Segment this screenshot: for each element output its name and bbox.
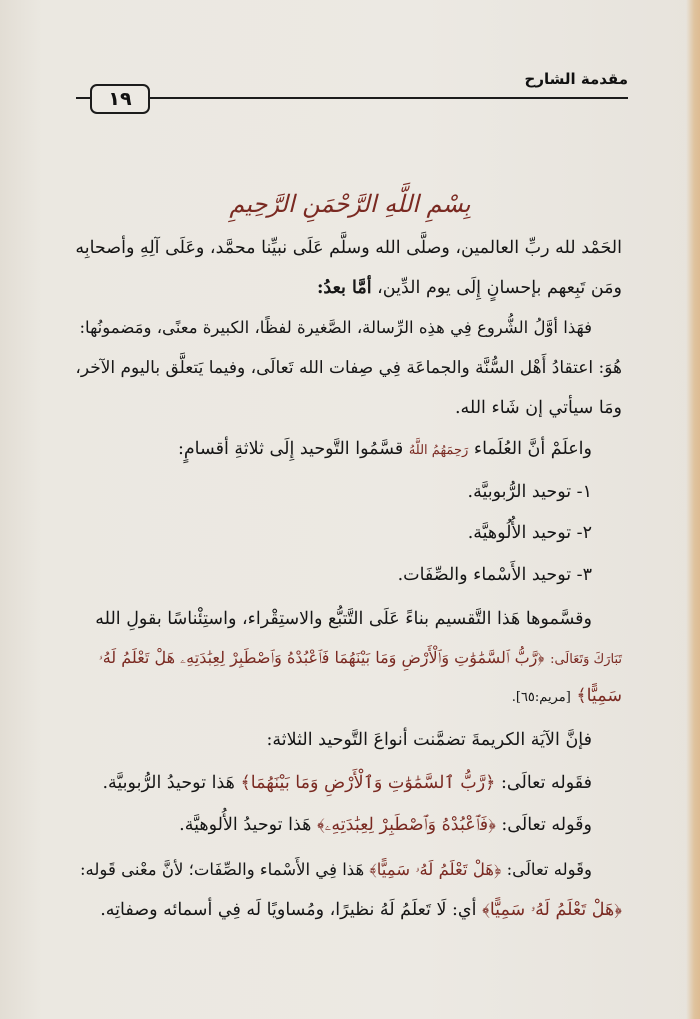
honorific: رَحِمَهُمُ اللَّهُ: [408, 443, 469, 458]
paragraph-line-5: [455, 396, 622, 420]
list-item-2: [468, 521, 592, 545]
quran-verse: ﴿رَّبُّ ٱلسَّمَٰوَٰتِ وَٱلْأَرْضِ وَمَا بَيْنَهُمَا﴾: [240, 773, 496, 793]
page-number-box: [90, 84, 150, 114]
paragraph-line-16: [80, 858, 592, 882]
page-number: ١٩: [108, 88, 132, 110]
paragraph-line-11: [99, 646, 622, 672]
paragraph-line-14: [102, 771, 592, 795]
list-item-1: [468, 480, 593, 504]
text-segment: ومَن تَبِعهم بإحسانٍ إِلَى يوم الدِّين،: [377, 278, 622, 298]
text-segment: أي: لَا تَعلَمُ لَهُ نظيرًا، ومُساويًا لَه فِي أسمائه وصفاتِه.: [100, 900, 477, 920]
list-item-text: ١- توحيد الرُّبوبيَّة.: [467, 482, 592, 502]
quran-verse: ﴿هَلْ تَعْلَمُ لَهُۥ سَمِيًّا﴾: [482, 900, 622, 920]
text-segment: فإنَّ الآيَة الكريمةَ تضمَّنت أنواعَ التَّوحيد الثلاثة:: [266, 730, 592, 750]
text-segment: قسَّمُوا التَّوحيد إِلَى ثلاثةِ أقسامٍ:: [177, 439, 404, 459]
quran-verse: سَمِيًّا﴾: [576, 686, 622, 706]
paragraph-line-4: [75, 356, 622, 380]
honorific: تَبَارَكَ وَتَعَالَى:: [550, 652, 622, 667]
text-segment: وقَوله تعالَى:: [506, 860, 592, 879]
text-segment: ومَا سيأتي إن شَاء الله.: [454, 398, 622, 418]
text-segment: هَذا توحيدُ الأُلوهيَّة.: [179, 815, 312, 835]
paragraph-line-6: [178, 437, 592, 463]
list-item-text: ٢- توحيد الأُلُوهيَّة.: [467, 523, 592, 543]
page-edge: [686, 0, 700, 1019]
text-segment: وقسَّموها هَذا التَّقسيم بناءً عَلَى التَّتبُّع والاستِقْراء، واستِئْناسًا بقولِ الله: [95, 609, 592, 629]
list-item-text: ٣- توحيد الأَسْماء والصِّفَات.: [397, 565, 592, 585]
header-rule: [76, 97, 628, 99]
text-segment: فقَوله تعالَى:: [501, 773, 592, 793]
text-segment: هَذا توحيدُ الرُّبوبيَّة.: [102, 773, 235, 793]
quran-verse: ﴿رَّبُّ ٱلسَّمَٰوَٰتِ وَٱلْأَرْضِ وَمَا بَيْنَهُمَا فَٱعْبُدْهُ وَٱصْطَبِرْ لِعِبَٰدَتِهِۦ هَلْ تَعْلَمُ لَهُۥ: [98, 648, 545, 667]
running-title: مقدمة الشارح: [524, 70, 628, 88]
text-segment: وقَوله تعالَى:: [501, 815, 592, 835]
text-segment: واعلَمْ أنَّ العُلَماء: [473, 439, 592, 459]
paragraph-line-13: [267, 728, 592, 752]
paragraph-line-12: [512, 684, 622, 710]
quran-verse: ﴿هَلْ تَعْلَمُ لَهُۥ سَمِيًّا﴾: [369, 860, 502, 879]
text-segment: هُوَ: اعتقادُ أَهْل السُّنَّة والجماعَة فِي صِفات الله تَعالَى، وفيما يَتعلَّق باليوم الآخر،: [75, 358, 622, 378]
paragraph-line-15: [179, 813, 592, 837]
basmala: بِسْمِ اللَّهِ الرَّحْمَنِ الرَّحِيمِ: [229, 190, 471, 218]
paragraph-line-3: [79, 316, 592, 340]
list-item-3: [398, 563, 592, 587]
text-segment: فهَذا أوَّلُ الشُّروع فِي هذِه الرِّسالة، الصَّغيرة لفظًا، الكبيرة معنًى، ومَضمونُها:: [79, 318, 592, 337]
paragraph-line-1: [75, 236, 622, 260]
paragraph-line-17: [100, 898, 622, 922]
verse-reference: [مريم:٦٥].: [511, 690, 571, 705]
quran-verse: ﴿فَٱعْبُدْهُ وَٱصْطَبِرْ لِعِبَٰدَتِهِۦ﴾: [316, 815, 496, 835]
paragraph-line-10: [95, 607, 592, 631]
text-segment: الحَمْد لله ربِّ العالمين، وصلَّى الله وسلَّم عَلَى نبيِّنا محمَّد، وعَلَى آلِهِ وأصحابِه: [75, 238, 622, 258]
amma-baad: أمَّا بعدُ:: [316, 278, 372, 298]
paragraph-line-2: [317, 276, 622, 300]
text-segment: هَذا فِي الأَسْماء والصِّفَات؛ لأنَّ معْنى قَوله:: [80, 860, 365, 879]
